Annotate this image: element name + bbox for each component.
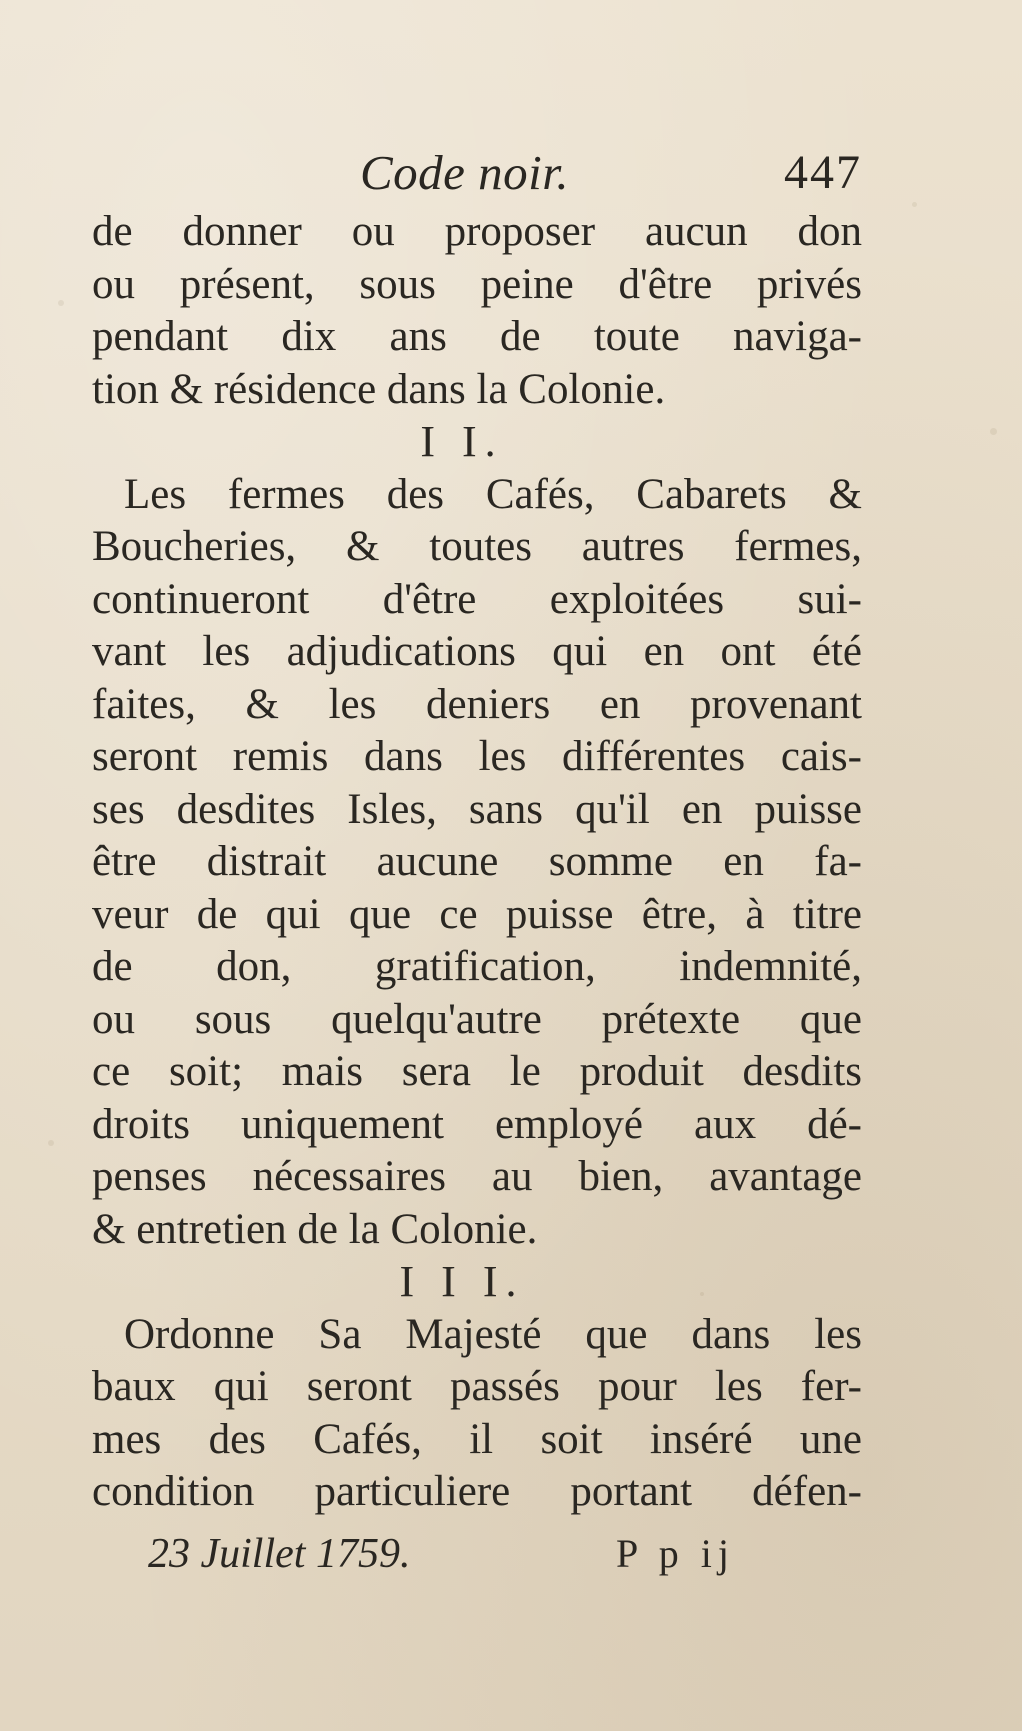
text-line: continueront d'être exploitées sui- <box>92 575 862 623</box>
text-line: ou présent, sous peine d'être privés <box>92 260 862 308</box>
text-line: tion & résidence dans la Colonie. <box>92 365 666 413</box>
paper-stain <box>48 1140 54 1146</box>
text-line: Boucheries, & toutes autres fermes, <box>92 523 862 570</box>
article-number: I I I. <box>399 1257 525 1306</box>
text-line: Ordonne Sa Majesté que dans les <box>124 1310 862 1358</box>
text-line: droits uniquement employé aux dé- <box>92 1100 862 1148</box>
text-line: mes des Cafés, il soit inséré une <box>92 1415 862 1463</box>
text-line: vant les adjudications qui en ont été <box>92 628 862 675</box>
text-line: veur de qui que ce puisse être, à titre <box>92 890 862 938</box>
text-line: & entretien de la Colonie. <box>92 1205 538 1253</box>
paper-stain <box>990 428 997 435</box>
page-text <box>92 142 862 1583</box>
running-title: Code noir. <box>360 145 570 200</box>
text-line: baux qui seront passés pour les fer- <box>92 1363 862 1410</box>
footer-date: 23 Juillet 1759. <box>148 1530 411 1577</box>
article-iii <box>92 1256 862 1519</box>
text-line: ses desdites Isles, sans qu'il en puisse <box>92 785 862 833</box>
printer-signature: P p ij <box>616 1530 735 1576</box>
running-head <box>92 142 862 204</box>
paper-stain <box>58 300 64 306</box>
page-footer <box>92 1525 862 1583</box>
text-line: penses nécessaires au bien, avantage <box>92 1153 862 1200</box>
text-line: seront remis dans les différentes cais- <box>92 733 862 780</box>
article-i-continuation <box>92 206 862 416</box>
text-line: condition particuliere portant défen- <box>92 1468 862 1515</box>
text-line: être distrait aucune somme en fa- <box>92 838 862 885</box>
text-line: ce soit; mais sera le produit desdits <box>92 1048 862 1095</box>
page-number: 447 <box>784 146 862 199</box>
paper-stain <box>912 202 917 207</box>
text-line: Les fermes des Cafés, Cabarets & <box>124 470 862 518</box>
article-ii <box>92 416 862 1256</box>
article-number: I I. <box>420 417 504 466</box>
text-line: pendant dix ans de toute naviga- <box>92 313 862 360</box>
text-line: faites, & les deniers en provenant <box>92 680 862 728</box>
text-line: ou sous quelqu'autre prétexte que <box>92 995 862 1043</box>
text-line: de don, gratification, indemnité, <box>92 943 862 990</box>
text-line: de donner ou proposer aucun don <box>92 208 862 255</box>
